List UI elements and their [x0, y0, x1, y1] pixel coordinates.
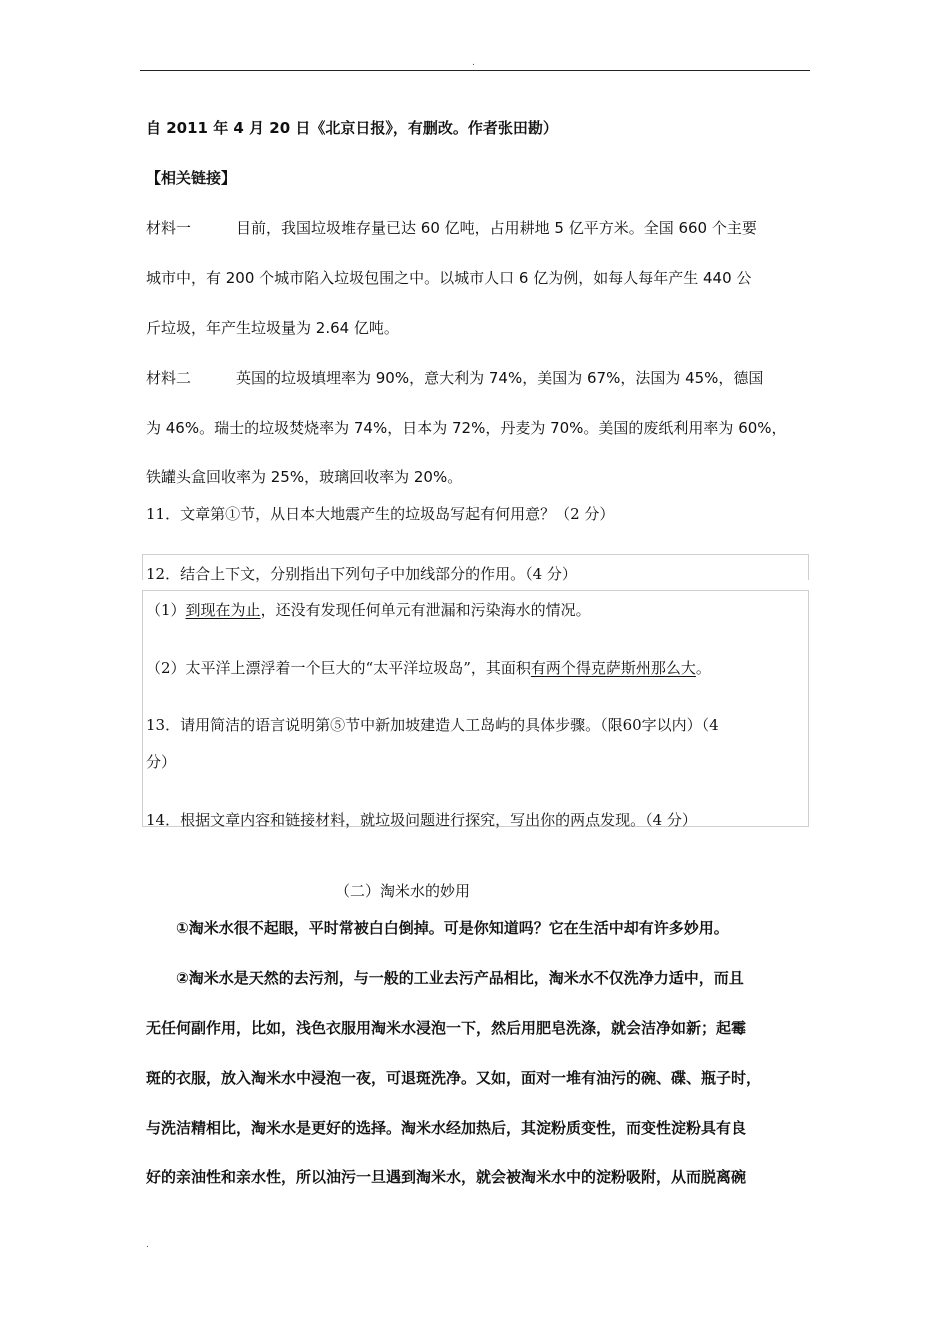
q12-1-prefix: （1） — [146, 601, 186, 619]
section2-p2-line5: 好的亲油性和亲水性，所以油污一旦遇到淘米水，就会被淘米水中的淀粉吸附，从而脱离碗 — [146, 1168, 747, 1186]
q12-2-rest: 。 — [695, 659, 711, 677]
header-mark: . — [472, 58, 475, 68]
question-11: 11．文章第①节，从日本大地震产生的垃圾岛写起有何用意？（2 分） — [146, 505, 615, 523]
material1-line3: 斤垃圾，年产生垃圾量为 2.64 亿吨。 — [146, 319, 399, 337]
q12-2-underlined: 有两个得克萨斯州那么大 — [530, 659, 696, 677]
material2-line2: 为 46%。瑞士的垃圾焚烧率为 74%，日本为 72%，丹麦为 70%。美国的废纸利用率为 60%， — [146, 419, 787, 437]
sub-box-left — [142, 590, 143, 826]
question-13-line1: 13．请用简洁的语言说明第⑤节中新加坡建造人工岛屿的具体步骤。（限60字以内）（4 — [146, 716, 719, 734]
material1-label: 材料一 — [146, 219, 192, 237]
question-14: 14．根据文章内容和链接材料，就垃圾问题进行探究，写出你的两点发现。（4 分） — [146, 811, 697, 829]
source-line: 自 2011 年 4 月 20 日《北京日报》，有删改。作者张田勘） — [146, 119, 558, 137]
q12-box-left — [142, 554, 143, 580]
question-13-line2: 分） — [146, 753, 177, 771]
material1-line1: 目前，我国垃圾堆存量已达 60 亿吨，占用耕地 5 亿平方米。全国 660 个主要 — [236, 219, 757, 237]
links-heading: 【相关链接】 — [146, 169, 237, 187]
header-rule — [140, 70, 810, 71]
material2-line1: 英国的垃圾填埋率为 90%，意大利为 74%，美国为 67%，法国为 45%，德国 — [236, 369, 764, 387]
section2-p2-line3: 斑的衣服，放入淘米水中浸泡一夜，可退斑洗净。又如，面对一堆有油污的碗、碟、瓶子时， — [146, 1069, 762, 1087]
question-12-1 — [146, 599, 591, 620]
section2-p2-line2: 无任何副作用，比如，浅色衣服用淘米水浸泡一下，然后用肥皂洗涤，就会洁净如新；起霉 — [146, 1019, 747, 1037]
q12-1-underlined: 到现在为止 — [185, 601, 261, 619]
section2-p2-line1: ②淘米水是天然的去污剂，与一般的工业去污产品相比，淘米水不仅洗净力适中，而且 — [176, 969, 744, 987]
q12-1-rest: ，还没有发现任何单元有泄漏和污染海水的情况。 — [260, 601, 591, 619]
section2-p2-line4: 与洗洁精相比，淘米水是更好的选择。淘米水经加热后，其淀粉质变性，而变性淀粉具有良 — [146, 1119, 747, 1137]
material2-line3: 铁罐头盒回收率为 25%，玻璃回收率为 20%。 — [146, 468, 463, 486]
sub-box-right — [808, 590, 809, 826]
section2-title: （二）淘米水的妙用 — [335, 882, 471, 900]
material1-line2: 城市中，有 200 个城市陷入垃圾包围之中。以城市人口 6 亿为例，如每人每年产生 440 公 — [146, 269, 752, 287]
sub-box-top — [142, 590, 809, 591]
section2-paragraph1: ①淘米水很不起眼，平时常被白白倒掉。可是你知道吗？它在生活中却有许多妙用。 — [176, 919, 729, 937]
q12-box-top — [142, 554, 809, 555]
q12-box-right — [808, 554, 809, 580]
question-12-2 — [146, 657, 711, 678]
q12-2-prefix: （2）太平洋上漂浮着一个巨大的“太平洋垃圾岛”，其面积 — [146, 659, 531, 677]
question-12: 12．结合上下文，分别指出下列句子中加线部分的作用。（4 分） — [146, 565, 577, 583]
material2-label: 材料二 — [146, 369, 192, 387]
footer-mark: . — [146, 1240, 149, 1250]
